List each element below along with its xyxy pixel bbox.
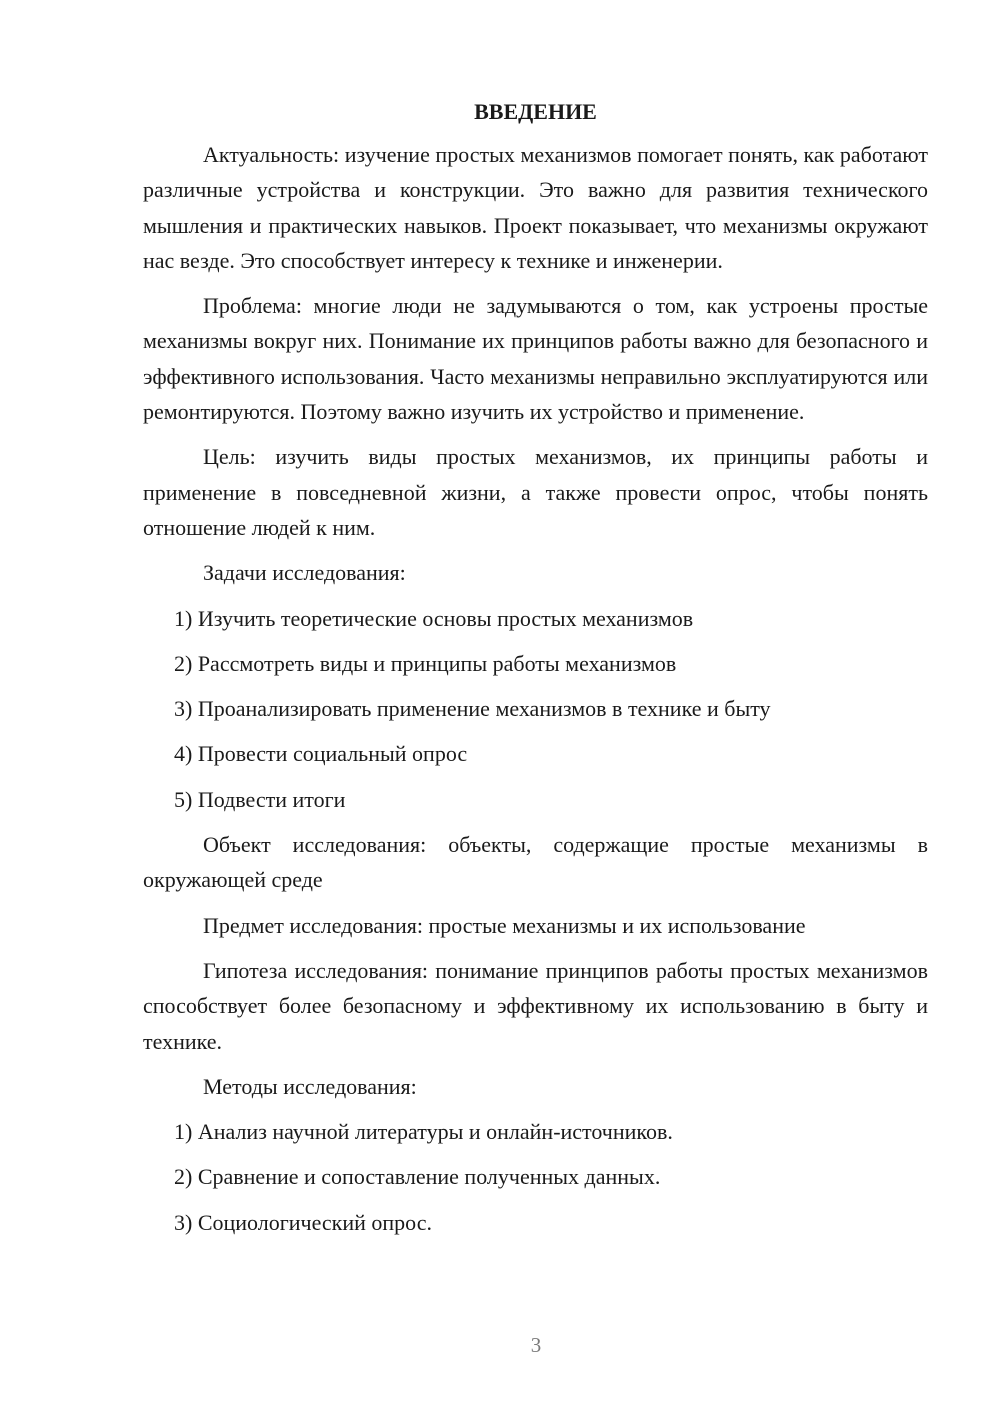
page-number: 3 xyxy=(530,1333,542,1357)
goal-paragraph: Цель: изучить виды простых механизмов, их принципы работы и применение в повседневной жизни, а также провести опрос, чтобы понять отношение людей к ним. xyxy=(143,444,928,540)
hypothesis-paragraph: Гипотеза исследования: понимание принципов работы простых механизмов способствует более безопасному и эффективному их использованию в быту и технике. xyxy=(143,957,928,1054)
task-item: 5) Подвести итоги xyxy=(174,786,346,812)
task-item: 2) Рассмотреть виды и принципы работы механизмов xyxy=(174,650,677,676)
method-item: 1) Анализ научной литературы и онлайн-источников. xyxy=(174,1119,673,1145)
methods-heading: Методы исследования: xyxy=(203,1073,417,1099)
task-item: 1) Изучить теоретические основы простых механизмов xyxy=(174,605,694,631)
tasks-heading: Задачи исследования: xyxy=(203,560,406,586)
method-item: 2) Сравнение и сопоставление полученных данных. xyxy=(174,1164,661,1190)
task-item: 4) Провести социальный опрос xyxy=(174,741,468,767)
task-item: 3) Проанализировать применение механизмов в технике и быту xyxy=(174,696,771,722)
page-content xyxy=(143,97,928,1250)
problem-paragraph: Проблема: многие люди не задумываются о том, как устроены простые механизмы вокруг них. Понимание их принципов работы важно для безопасного и эффективного использования. Часто механизмы неправильно эксплуатируются или ремонтируются. Поэтому важно изучить их устройство и применение. xyxy=(143,293,928,425)
page-title: ВВЕДЕНИЕ xyxy=(474,99,597,124)
method-item: 3) Социологический опрос. xyxy=(174,1209,432,1235)
relevance-paragraph: Актуальность: изучение простых механизмов помогает понять, как работают различные устройства и конструкции. Это важно для развития технического мышления и практических навыков. Проект показывает, что механизмы окружают нас везде. Это способствует интересу к технике и инженерии. xyxy=(143,142,928,273)
subject-paragraph: Предмет исследования: простые механизмы и их использование xyxy=(203,912,806,938)
object-paragraph: Объект исследования: объекты, содержащие простые механизмы в окружающей среде xyxy=(143,832,928,893)
